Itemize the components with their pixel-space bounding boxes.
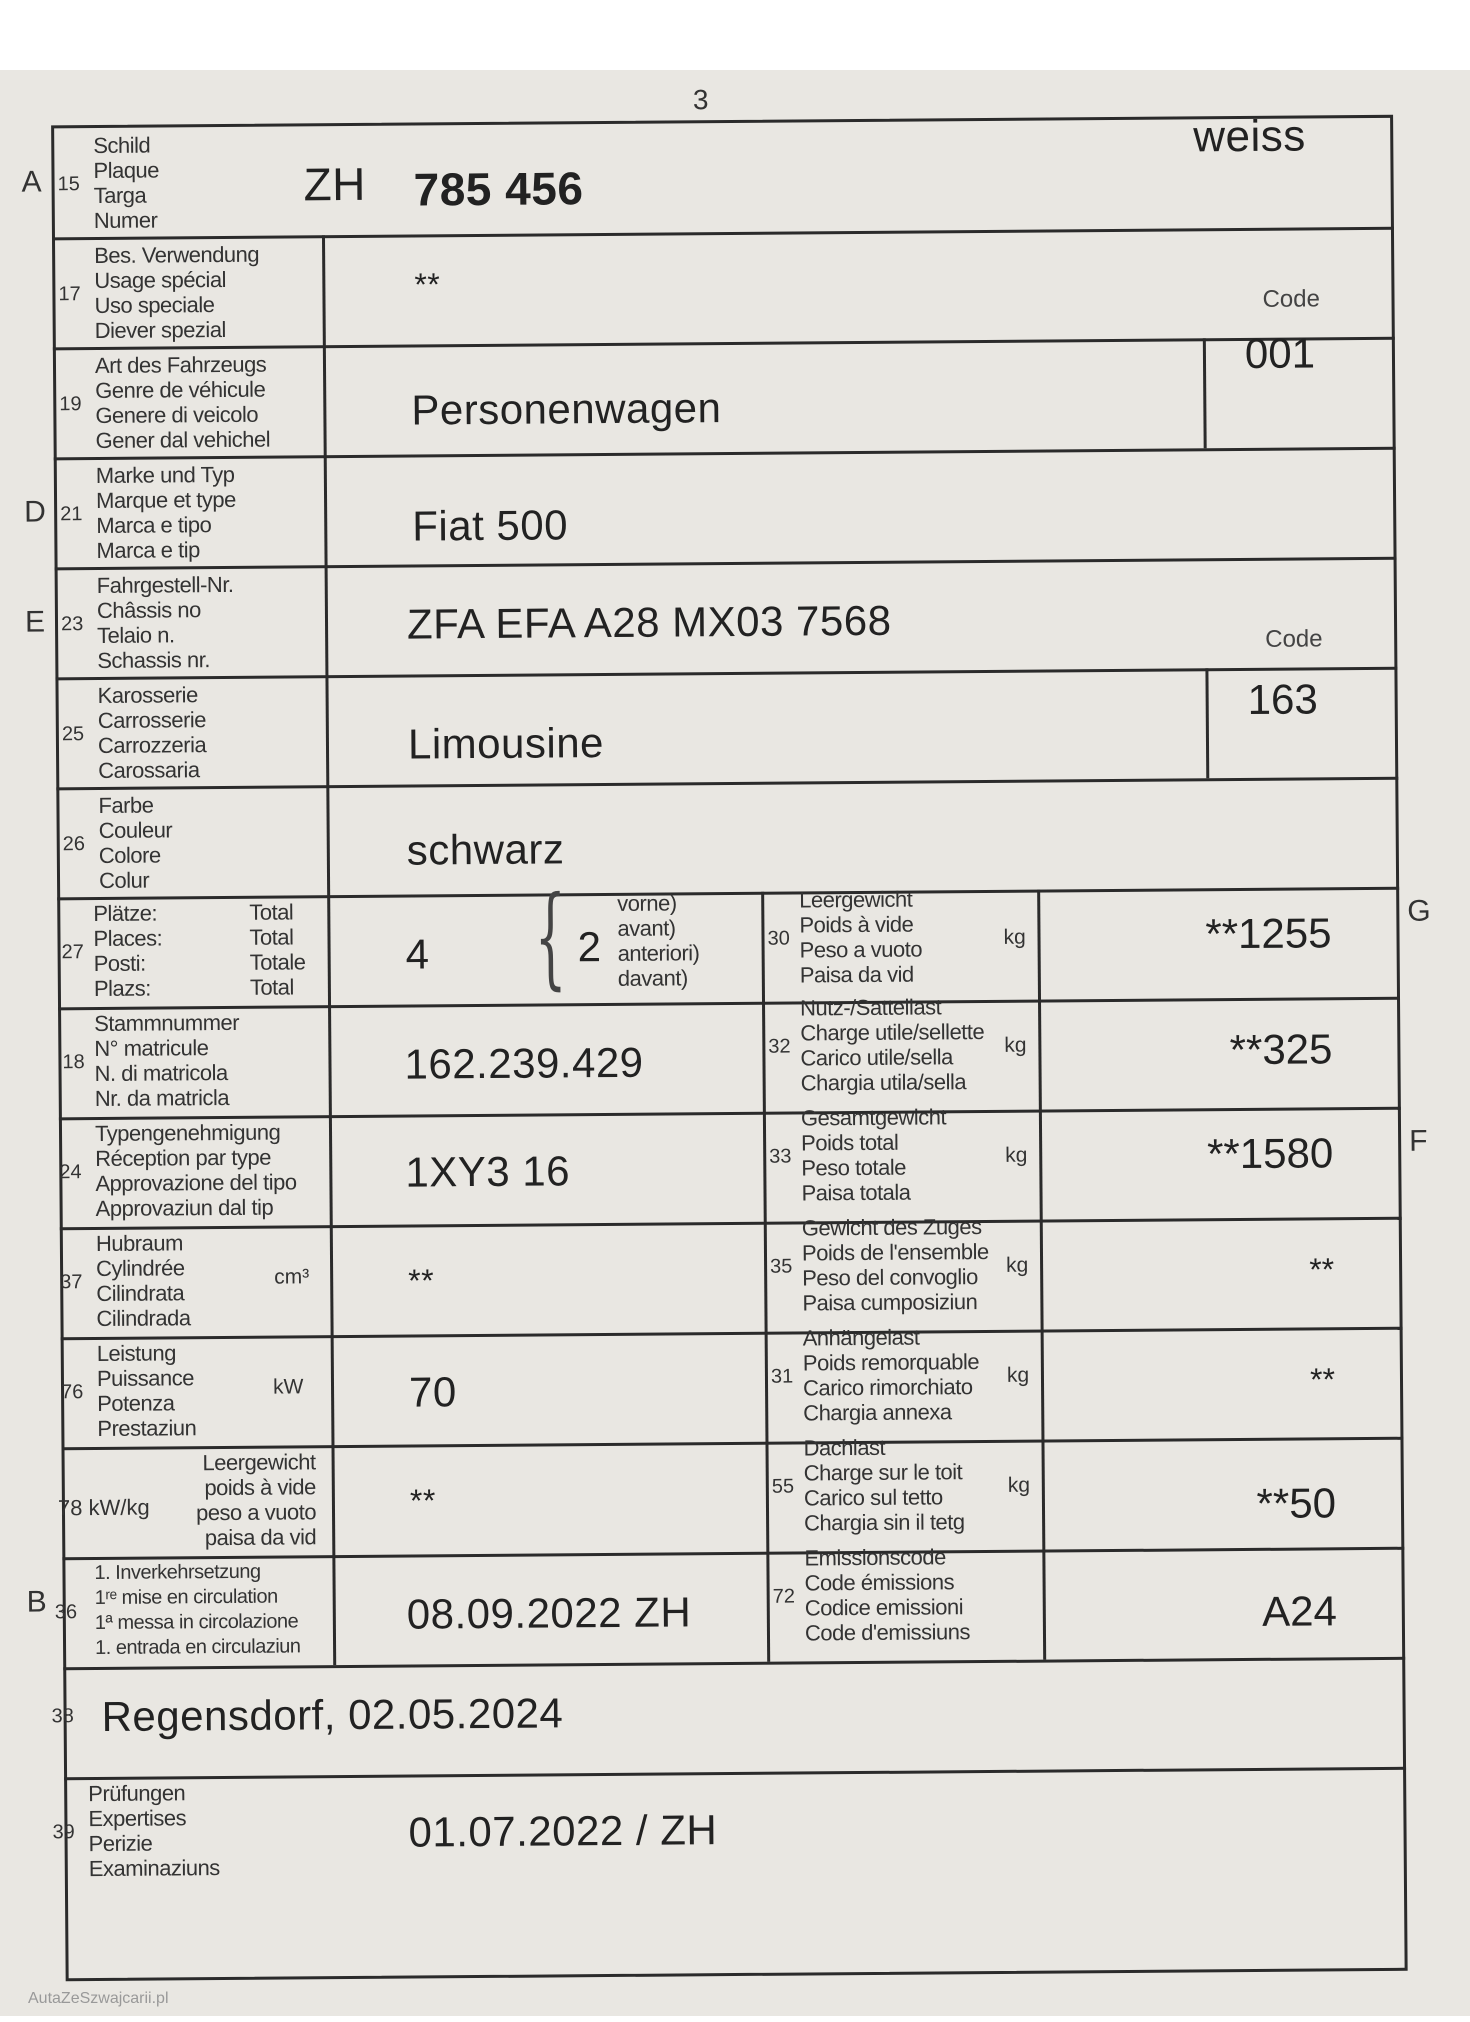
plate-canton: ZH [303,157,367,211]
code-label: Code [1265,625,1323,653]
body-labels: Karosserie Carrosserie Carrozzeria Carossaria [97,682,207,783]
field-number: 30 [767,927,790,950]
seats-front-labels: vorne) avant) anteriori) davant) [617,890,700,991]
payload-value: **325 [1229,1025,1333,1074]
plate-labels: Schild Plaque Targa Numer [93,132,160,234]
side-letter-e: E [24,605,46,639]
field-number: 24 [59,1161,82,1184]
power-ratio-labels: Leergewicht poids à vide peso a vuoto paisa da vid [195,1449,317,1551]
field-number: 78 kW/kg [57,1494,150,1521]
roof-load-value: **50 [1256,1479,1337,1527]
unit-kg: kg [1006,1363,1030,1387]
side-letter-a: A [21,165,42,199]
color-labels: Farbe Couleur Colore Colur [98,792,173,893]
seats-labels: Plätze: Places: Posti: Plazs: [93,900,163,1002]
field-number: 33 [769,1145,792,1168]
emissions-labels: Emissionscode Code émissions Codice emissioni Code d'emissiuns [804,1544,971,1646]
unit-kg: kg [1003,925,1026,949]
field-number: 72 [772,1585,796,1608]
field-number: 26 [62,833,86,856]
vehicle-type-code: 001 [1244,329,1316,377]
gross-weight-labels: Gesamtgewicht Poids total Peso totale Paisa totala [800,1104,947,1206]
field-number: 38 [51,1705,74,1728]
emissions-value: A24 [1261,1587,1338,1635]
chassis-labels: Fahrgestell-Nr. Châssis no Telaio n. Schassis nr. [96,571,234,673]
vehicle-type-value: Personenwagen [411,384,722,434]
field-number: 19 [59,393,82,416]
train-weight-value: ** [1309,1251,1335,1288]
roof-load-labels: Dachlast Charge sur le toit Carico sul tetto Chargia sin il tetg [803,1434,965,1536]
payload-labels: Nutz-/Sattellast Charge utile/sellette Carico utile/sella Chargia utila/sella [799,994,985,1096]
code-label: Code [1262,285,1320,313]
trailer-load-labels: Anhängelast Poids remorquable Carico rimorchiato Chargia annexa [802,1324,980,1426]
brace-symbol: { [534,872,567,1001]
side-letter-g: G [1407,894,1431,928]
first-registration-labels: 1. Inverkehrsetzung 1ʳᵉ mise en circulation 1ª messa in circolazione 1. entrada en circulaziun [94,1560,301,1660]
type-approval-labels: Typengenehmigung Réception par type Approvazione del tipo Approvaziun dal tip [94,1119,297,1222]
field-number: 37 [60,1271,83,1294]
power-value: 70 [408,1368,457,1416]
curb-weight-value: **1255 [1205,909,1332,958]
chassis-value: ZFA EFA A28 MX03 7568 [406,596,892,648]
displacement-value: ** [408,1262,435,1299]
inspections-value: 01.07.2022 / ZH [408,1806,718,1856]
field-number: 31 [770,1365,794,1388]
side-letter-b: B [26,1585,47,1619]
field-number: 21 [60,503,83,526]
vehicle-type-labels: Art des Fahrzeugs Genre de véhicule Genere di veicolo Gener dal vehichel [94,351,271,454]
plate-color: weiss [1193,111,1306,162]
power-labels: Leistung Puissance Potenza Prestaziun [96,1340,197,1442]
field-number: 35 [770,1255,793,1278]
curb-weight-labels: Leergewicht Poids à vide Peso a vuoto Paisa da vid [799,886,923,988]
color-value: schwarz [406,825,565,874]
matriculation-value: 162.239.429 [404,1038,644,1088]
field-number: 18 [62,1051,85,1074]
field-number: 36 [54,1601,78,1624]
page-number: 3 [692,84,709,116]
field-number: 23 [60,613,84,636]
seats-total-value: 4 [405,930,430,978]
unit-cm3: cm³ [274,1265,310,1289]
unit-kw: kW [272,1375,304,1399]
unit-kg: kg [1005,1143,1028,1167]
seats-total-labels: Total Total Totale Total [249,899,306,1000]
field-number: 76 [60,1381,84,1404]
place-date-value: Regensdorf, 02.05.2024 [101,1689,564,1740]
side-letter-f: F [1409,1124,1428,1158]
body-value: Limousine [407,719,605,768]
seats-front-value: 2 [577,923,602,971]
field-number: 25 [61,723,85,746]
field-number: 55 [771,1475,795,1498]
special-use-labels: Bes. Verwendung Usage spécial Uso speciale Diever spezial [94,241,260,344]
unit-kg: kg [1007,1473,1031,1497]
displacement-labels: Hubraum Cylindrée Cilindrata Cilindrada [95,1230,191,1332]
trailer-load-value: ** [1309,1361,1336,1398]
side-letter-d: D [24,495,46,529]
field-number: 27 [61,941,84,964]
gross-weight-value: **1580 [1206,1129,1334,1178]
body-code: 163 [1247,675,1318,723]
watermark: AutaZeSzwajcarii.pl [28,1990,169,2007]
train-weight-labels: Gewicht des Zuges Poids de l'ensemble Peso del convoglio Paisa cumposiziun [801,1214,989,1316]
matriculation-labels: Stammnummer N° matricule N. di matricola Nr. da matricla [94,1009,240,1112]
make-model-value: Fiat 500 [412,501,569,550]
field-number: 32 [768,1035,791,1058]
unit-kg: kg [1006,1253,1029,1277]
special-use-value: ** [414,266,441,303]
field-number: 39 [52,1821,75,1844]
first-registration-value: 08.09.2022 ZH [406,1588,692,1638]
power-ratio-value: ** [409,1482,436,1519]
type-approval-value: 1XY3 16 [405,1147,571,1196]
make-model-labels: Marke und Typ Marque et type Marca e tipo Marca e tip [95,461,236,564]
unit-kg: kg [1004,1033,1027,1057]
field-number: 15 [57,173,80,196]
plate-number: 785 456 [413,162,584,216]
field-number: 17 [58,283,81,306]
inspections-labels: Prüfungen Expertises Perizie Examinaziuns [88,1780,220,1882]
